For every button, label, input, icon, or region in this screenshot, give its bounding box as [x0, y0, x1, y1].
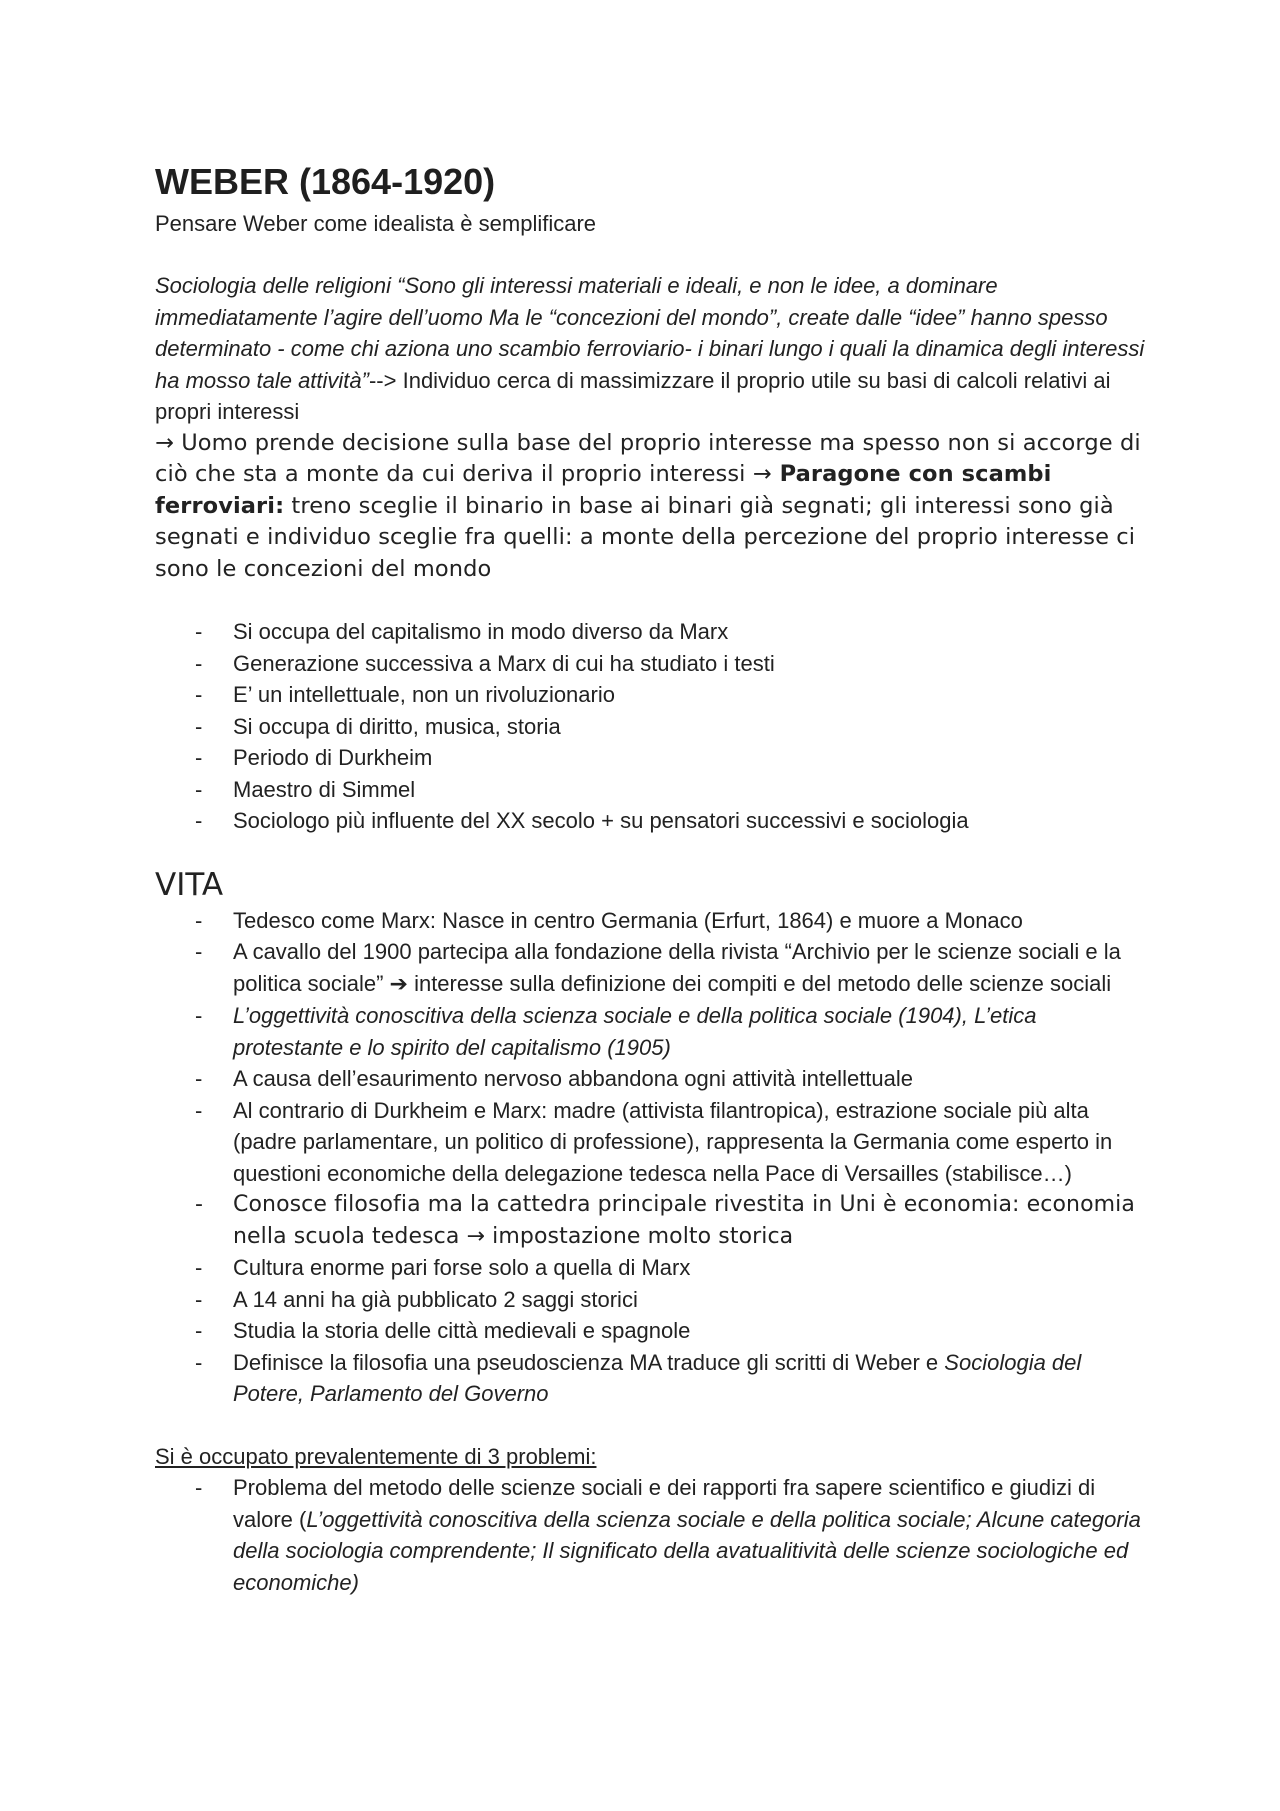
list-item	[155, 742, 1145, 774]
dash-bullet: -	[195, 808, 203, 834]
list-item-text: Maestro di Simmel	[233, 776, 416, 802]
list-item	[155, 711, 1145, 743]
list-item	[155, 1315, 1145, 1347]
list-item-text: Tedesco come Marx: Nasce in centro Germania (Erfurt, 1864) e muore a Monaco	[233, 907, 1023, 933]
list-item	[155, 1095, 1145, 1190]
problems-list	[155, 1472, 1145, 1598]
dash-bullet: -	[195, 745, 203, 771]
list-item-text: A cavallo del 1900 partecipa alla fondazione della rivista “Archivio per le scienze sociali e la politica sociale”	[233, 939, 1121, 996]
list-item	[155, 648, 1145, 680]
list-item	[155, 1284, 1145, 1316]
dash-bullet: -	[195, 1066, 203, 1092]
list-item	[155, 805, 1145, 837]
list-item-text: Conosce filosofia ma la cattedra principale rivestita in Uni è economia: economia nella scuola tedesca	[233, 1192, 1135, 1249]
dash-bullet: -	[195, 1349, 203, 1375]
list-item	[155, 1347, 1145, 1410]
dash-bullet: -	[195, 619, 203, 645]
dash-bullet: -	[195, 939, 203, 965]
page-title: WEBER (1864-1920)	[155, 161, 496, 202]
list-item	[155, 1472, 1145, 1598]
quote-paragraph	[155, 270, 1145, 428]
list-item-text: Sociologo più influente del XX secolo + su pensatori successivi e sociologia	[233, 808, 969, 834]
vita-list	[155, 905, 1145, 1410]
right-arrow-icon: ➔	[389, 971, 408, 997]
list-item-text: Si occupa di diritto, musica, storia	[233, 713, 561, 739]
list-item-text: interesse sulla definizione dei compiti e del metodo delle scienze sociali	[407, 970, 1112, 996]
explanation-paragraph	[155, 428, 1145, 586]
list-item-text: L’oggettività conoscitiva della scienza sociale e della politica sociale (1904), L’etica protestante e lo spirito del capitalismo (1905)	[233, 1003, 1037, 1060]
dash-bullet: -	[195, 1255, 203, 1281]
quote-normal: --> Individuo cerca di massimizzare il proprio utile su basi di calcoli relativi ai propri interessi	[155, 367, 1111, 424]
dash-bullet: -	[195, 1475, 203, 1501]
right-arrow-icon: →	[752, 461, 772, 488]
right-arrow-icon: →	[466, 1223, 486, 1249]
intro-list	[155, 616, 1145, 837]
list-item-text: L’oggettività conoscitiva della scienza sociale e della politica sociale; Alcune categoria della sociologia comprendente; Il significato della avatualitività delle scienze sociologiche ed economiche)	[233, 1506, 1141, 1595]
dash-bullet: -	[195, 1286, 203, 1312]
list-item	[155, 936, 1145, 1000]
list-item-text: Al contrario di Durkheim e Marx: madre (attivista filantropica), estrazione sociale più alta (padre parlamentare, un politico di professione), rappresenta la Germania come esperto in questioni economiche della delegazione tedesca nella Pace di Versailles (stabilisce…)	[233, 1097, 1113, 1186]
list-item-text: Problema del metodo delle scienze sociali e dei rapporti fra sapere scientifico e giudizi di valore (	[233, 1475, 1096, 1532]
dash-bullet: -	[195, 650, 203, 676]
list-item-text: Periodo di Durkheim	[233, 745, 433, 771]
document-page	[155, 152, 1145, 1598]
list-item	[155, 1252, 1145, 1284]
dash-bullet: -	[195, 776, 203, 802]
spacer	[155, 585, 1145, 616]
dash-bullet: -	[195, 1097, 203, 1123]
list-item-text: Sociologia del Potere, Parlamento del Governo	[233, 1349, 1082, 1407]
dash-bullet: -	[195, 1192, 204, 1218]
dash-bullet: -	[195, 713, 203, 739]
list-item	[155, 616, 1145, 648]
quote-italic: Sociologia delle religioni “Sono gli interessi materiali e ideali, e non le idee, a dominare immediatamente l’agire dell’uomo Ma le “concezioni del mondo”, create dalle “idee” hanno spesso determinato - come chi aziona uno scambio ferroviario- i binari lungo i quali la dinamica degli interessi ha mosso tale attività”	[155, 273, 1145, 393]
dash-bullet: -	[195, 1003, 203, 1029]
spacer	[155, 1410, 1145, 1441]
dash-bullet: -	[195, 1318, 203, 1344]
list-item-text: A causa dell’esaurimento nervoso abbandona ogni attività intellettuale	[233, 1066, 914, 1092]
list-item-text: E’ un intellettuale, non un rivoluzionario	[233, 682, 615, 708]
spacer	[155, 239, 1145, 270]
list-item	[155, 1189, 1145, 1252]
list-item-text: impostazione molto storica	[485, 1223, 794, 1249]
right-arrow-icon: →	[155, 429, 174, 456]
list-item-text: Cultura enorme pari forse solo a quella di Marx	[233, 1255, 691, 1281]
explanation-text-2: treno sceglie il binario in base ai binari già segnati; gli interessi sono già segnati e individuo sceglie fra quelli: a monte della percezione del proprio interesse ci sono le concezioni del mondo	[155, 492, 1136, 582]
list-item-text: Generazione successiva a Marx di cui ha studiato i testi	[233, 650, 775, 676]
list-item	[155, 1063, 1145, 1095]
problems-heading: Si è occupato prevalentemente di 3 problemi:	[155, 1443, 597, 1469]
dash-bullet: -	[195, 907, 203, 933]
list-item-text: Studia la storia delle città medievali e spagnole	[233, 1318, 691, 1344]
explanation-bold: Paragone con scambi ferroviari:	[155, 461, 1052, 519]
list-item	[155, 774, 1145, 806]
list-item	[155, 679, 1145, 711]
subtitle: Pensare Weber come idealista è semplificare	[155, 211, 597, 236]
dash-bullet: -	[195, 682, 203, 708]
explanation-text-1: Uomo prende decisione sulla base del proprio interesse ma spesso non si accorge di ciò che sta a monte da cui deriva il proprio interessi	[155, 429, 1141, 488]
list-item-text: Si occupa del capitalismo in modo diverso da Marx	[233, 619, 729, 645]
list-item-text: A 14 anni ha già pubblicato 2 saggi storici	[233, 1286, 638, 1312]
list-item-text: Definisce la filosofia una pseudoscienza MA traduce gli scritti di Weber e	[233, 1349, 945, 1375]
list-item	[155, 1000, 1145, 1063]
section-heading-vita: VITA	[155, 866, 224, 903]
list-item	[155, 905, 1145, 937]
